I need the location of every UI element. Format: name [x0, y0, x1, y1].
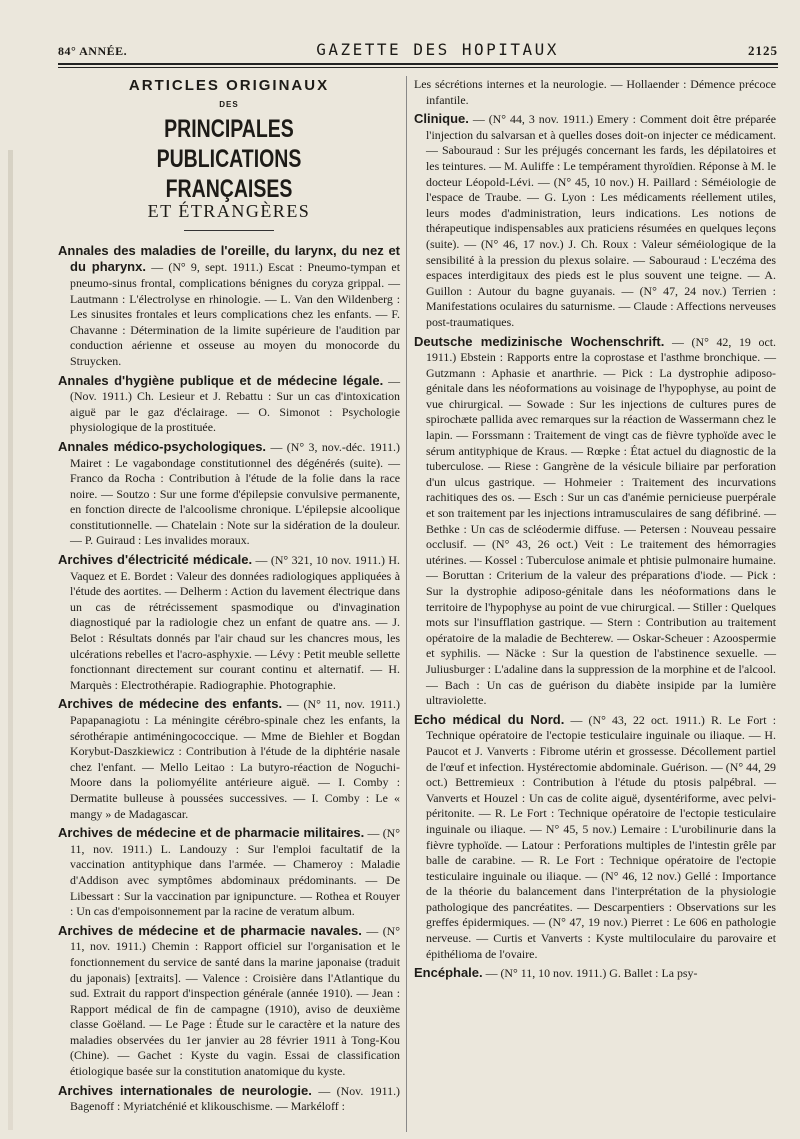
- review-entry: [414, 111, 776, 330]
- journal-name: Archives d'électricité médicale.: [58, 552, 253, 568]
- journal-name: Archives de médecine des enfants.: [58, 696, 283, 712]
- entry-text: — (N° 43, 22 oct. 1911.) R. Le Fort : Technique opératoire de l'ectopie testiculaire inguinale ou iliaque. — H. Paucot et J. Vanverts : Fibrome utérin et grossesse. Décollement partiel de l'œuf et infection. Hystérectomie abdominale. Guérison. — (N° 44, 29 oct.) Bettremieux : Contribution à l'étude du ptosis palpébral. — Vanverts et Houzel : Un cas de colite aiguë, dysentériforme, avec pelvi-péritonite. — R. Le Fort : Technique opératoire de l'ectopie testiculaire inguinale ou iliaque. — N° 45, 5 nov.) Lemaire : L'urobilinurie dans la fièvre typhoïde. — Latour : Perforations multiples de l'intestin grêle par balle de carabine. — R. Le Fort : Technique opératoire de l'ectopie testiculaire inguinale ou iliaque. — (N° 46, 12 nov.) Gellé : Importance de la théorie du balancement dans l'interprétation de la physiologie pathologique des pancréatites. — Descarpentiers : Observations sur les greffes épidermiques. — (N° 47, 19 nov.) Pierret : Le 606 en pathologie nerveuse. — Curtis et Vanverts : Kyste multiloculaire du parovaire et épithélioma de l'ovaire.: [426, 712, 777, 961]
- main-title: PRINCIPALES PUBLICATIONS FRANÇAISES: [156, 115, 302, 204]
- journal-name: Archives de médecine et de pharmacie militaires.: [58, 825, 365, 841]
- entry-text: — (N° 11, 10 nov. 1911.) G. Ballet : La psy-: [482, 966, 698, 981]
- entry-text: — (N° 42, 19 oct. 1911.) Ebstein : Rapports entre la coprostase et l'asthme bronchique. — Gutzmann : Aphasie et anarthrie. — Pick : La dystrophie adiposo-génitale dans les néoformations au voisinage de l'hypophyse, au point de vue chirurgical. — Sowade : Sur les injections de cultures pures de spirochæte pallida avec remarques sur la réaction de Wassermann chez le lapin. — Forssmann : Traitement de vingt cas de fièvre typhoïde avec le sérum antityphique de Kraus. — Rœpke : État actuel du diagnostic de la tuberculose. — Riese : Gangrène de la vésicule biliaire par perforation d'un ulcus gastrique. — Hohmeier : Traitement des incurvations rachitiques des os. — Esch : Sur un cas d'anémie pernicieuse puerpérale et son traitement par les injections intramusculaires de sang défibriné. — Bethke : Un cas de scléodermie diffuse. — Petersen : Nouveau pessaire occlusif. — (N° 43, 26 oct.) Veit : Le traitement des hémorragies utérines. — Kossel : Tuberculose animale et phtisie pulmonaire humaine. — Boruttan : Criterium de la valeur des préparations d'iode. — Pick : Sur la dystrophie adiposo-génitale dans les néoformations dans le territoire de l'hypophyse au point de vue chirurgical. — Stiller : Quelques mots sur l'insufflation gastrique. — Stern : Contribution au traitement opératoire de la maladie de Bechterew. — Oskar-Scheuer : Azoospermie et syphilis. — Näcke : Sur la question de l'abstinence sexuelle. — Juliusburger : L'adaline dans la suppression de la morphine et de l'alcool. — Bach : Un cas de guérison du diabète insipide par la lumière ultraviolette.: [426, 334, 776, 708]
- journal-name: Archives de médecine et de pharmacie navales.: [58, 922, 362, 938]
- review-entry: [58, 552, 400, 693]
- review-entry: [58, 373, 400, 436]
- entry-text: — (N° 3, nov.-déc. 1911.) Mairet : Le vagabondage constitutionnel des dégénérés (suite). — Franco da Rocha : Contribution à l'étude de la folie dans la race noire. — Soutzo : Sur une forme d'épilepsie convulsive permanente, en fonction directe de l'alcoolisme chronique. L'épilepsie alcoolique constitutionnelle. — Chatelain : Note sur la sidération de la douleur. — P. Guiraud : Les invalides moraux.: [70, 439, 400, 548]
- entry-text: — (N° 11, nov. 1911.) Chemin : Rapport officiel sur l'organisation et le fonctionnement du service de santé dans la marine japonaise (traduit du japonais) [extraits]. — Valence : Croisière dans l'Atlantique du sud. Extrait du rapport d'inspection générale (année 1910). — Jean : Rapport médical de fin de campagne (1910), aviso de deuxième classe Goëland. — Le Page : Étude sur le caractère et la nature des maladies observées du 1er janvier au 28 février 1911 à Tong-Kou (Chine). — Gachet : Kyste du vagin. Essai de classification étiologique basée sur la constitution anatomique du kyste.: [70, 923, 401, 1079]
- section-heading: ARTICLES ORIGINAUX: [128, 77, 330, 94]
- title-rule: [184, 230, 274, 231]
- entry-text: — (N° 44, 3 nov. 1911.) Emery : Comment doit être préparée l'injection du salvarsan et à quelles doses doit-on injecter ce médicament. — Sabouraud : Sur les préjugés concernant les fards, les dépilatoires et les teintures. — M. Auliffe : Le tempérament thyroïdien. Réponse à M. le docteur Léopold-Lévi. — (N° 45, 10 nov.) H. Paillard : Séméiologie de l'espace de Traube. — G. Lyon : Les médicaments réellement utiles, leurs modes d'administration, leurs indications. Les notions de thérapeutique indispensables aux praticiens résumées en quelques leçons (suite). — (N° 46, 17 nov.) J. Ch. Roux : Valeur séméiologique de la sensibilité à la pression du plexus solaire. — Sabouraud : L'eczéma des espaces interdigitaux des pieds est le plus souvent une teigne. — A. Guillon : Autour du bagne guyanais. — (N° 47, 24 nov.) Terrien : Manifestations oculaires du saturnisme. — Claude : Affections nerveuses post-traumatiques.: [426, 112, 776, 329]
- review-entry: [58, 439, 400, 549]
- column-divider: [406, 76, 407, 1132]
- entry-text: — (N° 11, nov. 1911.) Papapanagiotu : La méningite cérébro-spinale chez les enfants, la sérothérapie antiméningococcique. — Mme de Biehler et Bogdan Korybut-Daszkiewicz : Contribution à l'étude de la diphtérie nasale chez l'enfant. — Mello Leitao : La butyro-réaction de Noguchi-Moore dans la poliomyélite antérieure aiguë. — I. Comby : Dermatite bulleuse à poussées successives. — I. Comby : Le « mangy » de Madagascar.: [70, 697, 400, 821]
- year-label: 84° ANNÉE.: [58, 44, 128, 58]
- right-column: [414, 76, 776, 985]
- review-entry: [414, 76, 776, 108]
- review-entry: [58, 696, 400, 822]
- review-entry: [414, 965, 776, 982]
- journal-name: Deutsche medizinische Wochenschrift.: [414, 333, 665, 349]
- right-entry-list: [414, 76, 776, 982]
- left-entry-list: [58, 243, 400, 1115]
- entry-text: — (Nov. 1911.) Ch. Lesieur et J. Rebattu : Sur un cas d'intoxication aiguë par le gaz d'éclairage. — O. Simonot : Psychologie physiologique de la prostituée.: [70, 373, 400, 435]
- review-entry: [58, 243, 400, 370]
- journal-name: Clinique.: [414, 111, 469, 127]
- publication-title: GAZETTE DES HOPITAUX: [316, 40, 559, 59]
- entry-text: — (N° 9, sept. 1911.) Escat : Pneumo-tympan et pneumo-sinus frontal, complications bénignes du coryza grippal. — Lautmann : L'électrolyse en rhinologie. — L. Van den Wildenberg : Les sinusites frontales et leurs complications chez les enfants. — F. Chavanne : Détermination de la limite supérieure de l'audition par conduction aérienne et osseuse au moyen du monocorde du Struycken.: [70, 260, 400, 368]
- review-entry: [58, 1083, 400, 1115]
- scan-edge-shadow: [8, 150, 13, 1130]
- journal-name: Annales médico-psychologiques.: [58, 438, 267, 454]
- review-entry: [414, 334, 776, 709]
- review-entry: [414, 712, 776, 963]
- journal-name: Archives internationales de neurologie.: [58, 1082, 312, 1098]
- header-rule-thick: [58, 63, 778, 65]
- review-entry: [58, 923, 400, 1080]
- journal-name: Annales des maladies de l'oreille, du larynx, du nez et du pharynx.: [58, 242, 400, 275]
- entry-text: — (Nov. 1911.) Bagenoff : Myriatchénié et klikouschisme. — Markéloff :: [70, 1083, 401, 1114]
- entry-text: — (N° 321, 10 nov. 1911.) H. Vaquez et E. Bordet : Valeur des données radiologiques appliquées à l'étude des aortites. — Delherm : Action du lavement électrique dans un cas de rétrécissement spasmodique ou d'invagination diagnostiqué par la radiologie chez un enfant de quatre ans. — J. Belot : Résultats donnés par l'air chaud sur les chancres mous, les ulcérations rebelles et l'acro-asphyxie. — Lévy : Petit meuble sellette fonctionnant directement sur courant continu et alternatif. — H. Marquès : Electrothérapie. Radiographie. Photographie.: [70, 553, 400, 692]
- section-heading-des: DES: [219, 99, 239, 109]
- header-rule-thin: [58, 67, 778, 68]
- entry-text: — (N° 11, nov. 1911.) L. Landouzy : Sur l'emploi facultatif de la vaccination antityphique dans l'armée. — Chameroy : Maladie d'Addison avec symptômes abdominaux prédominants. — De Libessart : Sur la vaccination par ignipuncture. — Rothea et Rouyer : Un cas d'empoisonnement par la racine de veratum album.: [70, 826, 400, 919]
- page-header: [58, 40, 778, 60]
- review-entry: [58, 825, 400, 920]
- sub-title: ET ÉTRANGÈRES: [147, 201, 311, 222]
- journal-name: Echo médical du Nord.: [414, 711, 565, 727]
- journal-name: Encéphale.: [414, 965, 483, 981]
- entry-text: Les sécrétions internes et la neurologie. — Hollaender : Démence précoce infantile.: [414, 77, 776, 107]
- journal-name: Annales d'hygiène publique et de médecine légale.: [58, 372, 384, 388]
- left-column: [58, 76, 400, 1118]
- page-number: 2125: [748, 43, 778, 58]
